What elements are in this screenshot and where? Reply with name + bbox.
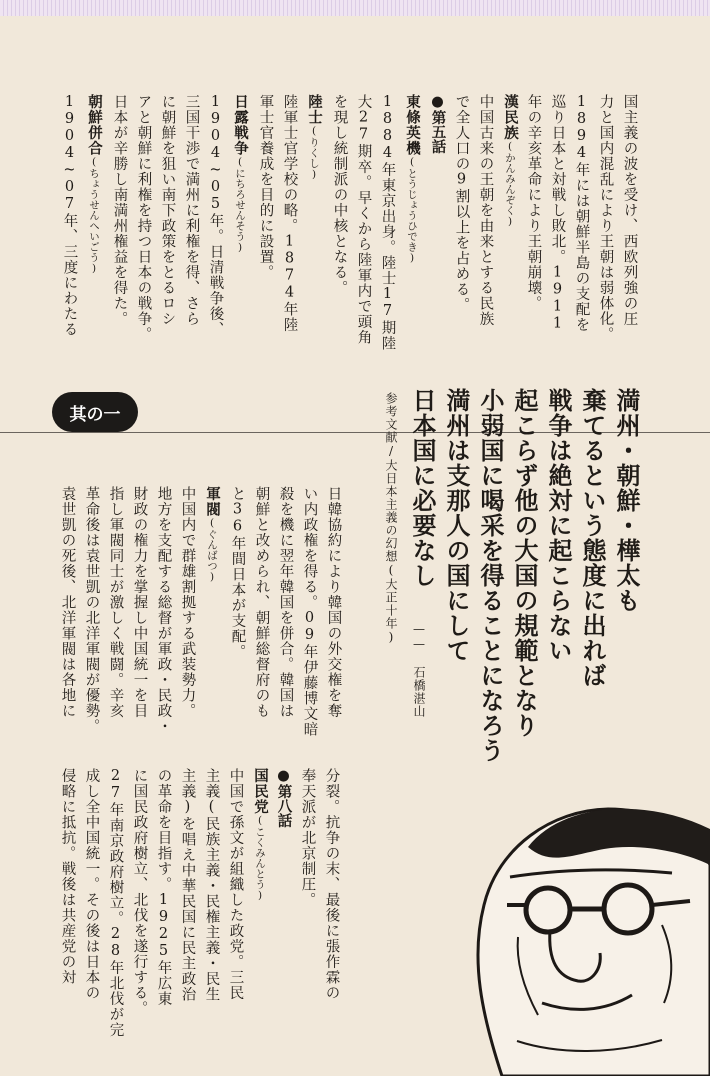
glossary-line: 日本が辛勝し南満州権益を得た。 xyxy=(111,94,128,327)
quote-author: 石橋湛山 xyxy=(412,666,426,718)
glossary-entry-heading xyxy=(252,768,268,1008)
glossary-line: 力と国内混乱により王朝は弱体化。 xyxy=(597,94,614,342)
glossary-entry-heading xyxy=(306,94,322,334)
glossary-line: アと朝鮮に利権を持つ日本の戦争。 xyxy=(135,94,152,342)
quote-line: 日本国に必要なし xyxy=(408,388,436,588)
glossary-term-reading: (とうじょうひでき) xyxy=(406,156,418,264)
glossary-line: 分裂。抗争の末、最後に張作霖の xyxy=(323,768,340,1001)
glossary-entry-heading xyxy=(204,486,220,716)
glossary-line: 中国古来の王朝を由来とする民族 xyxy=(477,94,494,327)
glossary-line: 日韓協約により韓国の外交権を奪 xyxy=(325,486,342,719)
glossary-line: 1884年東京出身。陸士17期陸 xyxy=(379,94,396,351)
episode-heading: ●第五話 xyxy=(429,94,446,154)
glossary-line: 中国で孫文が組織した政党。三民 xyxy=(227,768,244,1001)
glossary-term: 陸士 xyxy=(306,94,322,125)
glossary-term-reading: (かんみんぞく) xyxy=(504,140,516,228)
glossary-line: 軍士官養成を目的に設置。 xyxy=(257,94,274,280)
glossary-term-reading: (ちょうせんへいごう) xyxy=(88,156,100,275)
glossary-line: 奉天派が北京制圧。 xyxy=(299,768,316,908)
glossary-term: 軍閥 xyxy=(204,486,220,517)
glossary-line: 27年南京政府樹立。28年北伐が完 xyxy=(107,768,124,1038)
glossary-line: 財政の権力を掌握し中国統一を目 xyxy=(131,486,148,719)
glossary-line: 大27期卒。早くから陸軍内で頭角 xyxy=(355,94,372,345)
glossary-line: 三国干渉で満州に利権を得、さら xyxy=(183,94,200,327)
quote-line: 小弱国に喝采を得ることになろう xyxy=(476,388,504,763)
glossary-entry-heading xyxy=(232,94,248,334)
glossary-line: 1904~05年。日清戦争後、 xyxy=(207,94,224,337)
glossary-line: 指し軍閥同士が激しく戦闘。辛亥 xyxy=(107,486,124,719)
quote-line: 満州・朝鮮・樺太も xyxy=(612,388,640,613)
glossary-term: 朝鮮併合 xyxy=(86,94,102,156)
glossary-line: 1894年には朝鮮半島の支配を xyxy=(573,94,590,333)
glossary-term: 東條英機 xyxy=(404,94,420,156)
glossary-line: 国主義の波を受け、西欧列強の圧 xyxy=(621,94,638,327)
top-edge-strip xyxy=(0,0,710,16)
glossary-term-reading: (りくし) xyxy=(308,125,320,181)
portrait-illustration xyxy=(412,755,710,1076)
glossary-line: 革命後は袁世凱の北洋軍閥が優勢。 xyxy=(83,486,100,734)
glossary-line: 地方を支配する総督が軍政・民政・ xyxy=(155,486,172,734)
glossary-line: 成し全中国統一。その後は日本の xyxy=(83,768,100,1001)
glossary-line: 朝鮮と改められ、朝鮮総督府のも xyxy=(253,486,270,719)
glossary-line: を現し統制派の中核となる。 xyxy=(331,94,348,296)
glossary-entry-heading xyxy=(404,94,420,334)
glossary-line: に国民政府樹立、北伐を遂行する。 xyxy=(131,768,148,1016)
glossary-term-reading: (こくみんとう) xyxy=(254,814,266,902)
quote-line: 満州は支那人の国にして xyxy=(442,388,470,663)
chapter-badge: 其の一 xyxy=(52,392,138,432)
glossary-term: 国民党 xyxy=(252,768,268,815)
glossary-term: 漢民族 xyxy=(502,94,518,141)
glossary-line: 年の辛亥革命により王朝崩壊。 xyxy=(525,94,542,311)
quote-dash: —— xyxy=(412,622,426,652)
glossary-line: 巡り日本と対戦し敗北。1911 xyxy=(549,94,566,333)
glossary-term: 日露戦争 xyxy=(232,94,248,156)
glossary-entry-heading xyxy=(86,94,102,334)
glossary-line: と36年間日本が支配。 xyxy=(229,486,246,660)
glossary-line: 主義)を唱え中華民国に民主政治 xyxy=(179,768,196,1002)
quote-line: 戦争は絶対に起こらない xyxy=(544,388,572,663)
quote-line: 起こらず他の大国の規範となり xyxy=(510,388,538,738)
glossary-line: 袁世凱の死後、北洋軍閥は各地に xyxy=(59,486,76,719)
glossary-line: の革命を目指す。1925年広東 xyxy=(155,768,172,1007)
glossary-line: で全人口の9割以上を占める。 xyxy=(453,94,470,313)
reference-note: 参考文献/大日本主義の幻想(大正十年) xyxy=(384,392,398,645)
glossary-entry-heading xyxy=(502,94,518,334)
glossary-term-reading: (にちろせんそう) xyxy=(234,156,246,254)
glossary-line: 殺を機に翌年韓国を併合。韓国は xyxy=(277,486,294,719)
glossary-line: 主義(民族主義・民権主義・民生 xyxy=(203,768,220,1002)
glossary-line: に朝鮮を狙い南下政策をとるロシ xyxy=(159,94,176,327)
glossary-line: 陸軍士官学校の略。1874年陸 xyxy=(281,94,298,333)
glossary-line: 1904~07年、三度にわたる xyxy=(61,94,78,337)
glossary-line: 中国内で群雄割拠する武装勢力。 xyxy=(179,486,196,719)
glossary-term-reading: (ぐんばつ) xyxy=(206,517,218,583)
episode-heading: ●第八話 xyxy=(275,768,292,828)
glossary-line: い内政権を得る。09年伊藤博文暗 xyxy=(301,486,318,737)
quote-line: 棄てるという態度に出れば xyxy=(578,388,606,688)
glossary-line: 侵略に抵抗。戦後は共産党の対 xyxy=(59,768,76,985)
